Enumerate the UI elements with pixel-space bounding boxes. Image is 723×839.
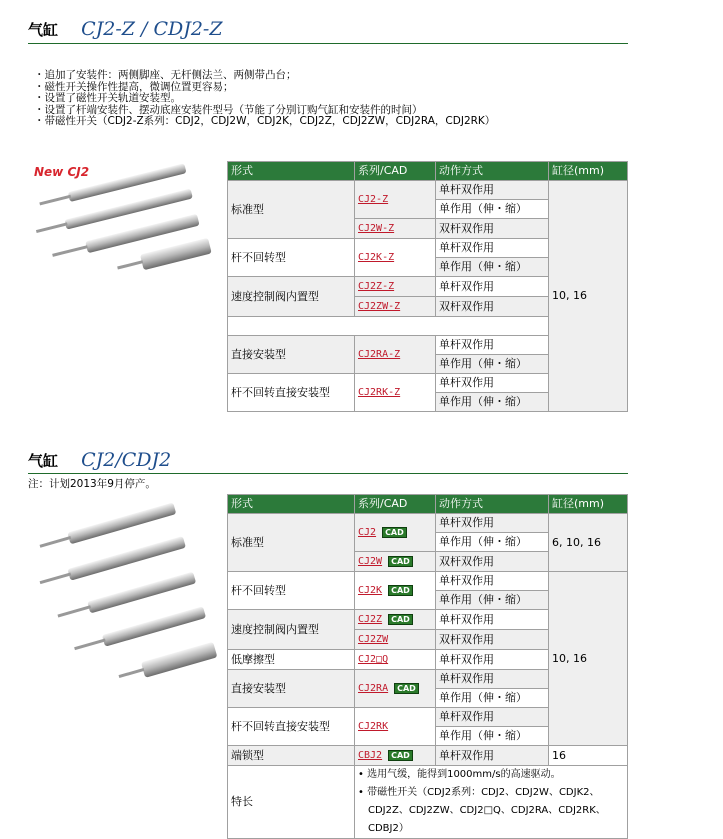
bore-cell: 10, 16	[549, 572, 628, 746]
header-bore: 缸径(mm)	[549, 162, 628, 181]
action-cell: 双杆双作用	[436, 630, 549, 650]
cad-badge[interactable]: CAD	[388, 614, 413, 625]
bore-cell: 10, 16	[549, 181, 628, 412]
type-direct-nonrot: 杆不回转直接安装型	[228, 374, 355, 412]
bullet-item: ・ 磁性开关操作性提高，微调位置更容易；	[34, 82, 495, 94]
section1-bullets	[34, 70, 495, 128]
link-cj2k-z[interactable]: CJ2K-Z	[358, 252, 395, 263]
link-cj2-z[interactable]: CJ2-Z	[358, 194, 389, 205]
action-cell: 单杆双作用	[436, 374, 549, 393]
action-cell: 双杆双作用	[436, 297, 549, 317]
features-cell	[355, 766, 628, 839]
cylinder-photo-2	[28, 500, 218, 700]
action-cell: 双杆双作用	[436, 552, 549, 572]
action-cell: 单杆双作用	[436, 670, 549, 689]
cad-badge[interactable]: CAD	[388, 585, 413, 596]
type-direct: 直接安装型	[228, 336, 355, 374]
link-cj2rk[interactable]: CJ2RK	[358, 721, 389, 732]
cad-badge[interactable]: CAD	[388, 556, 413, 567]
action-cell: 单作用（伸・缩）	[436, 355, 549, 374]
action-cell: 单杆双作用	[436, 708, 549, 727]
action-cell: 双杆双作用	[436, 219, 549, 239]
section1-title-zh: 气缸	[28, 21, 59, 39]
feature-line: • 选用气缓，能得到1000mm/s的高速驱动。	[358, 769, 561, 780]
action-cell: 单作用（伸・缩）	[436, 393, 549, 412]
link-cj2ra-z[interactable]: CJ2RA-Z	[358, 349, 401, 360]
section1-title-model: CJ2-Z / CDJ2-Z	[81, 18, 223, 40]
section2-rule	[28, 473, 628, 474]
action-cell: 单杆双作用	[436, 181, 549, 200]
header-type: 形式	[228, 162, 355, 181]
link-cj2w[interactable]: CJ2W	[358, 556, 383, 567]
header-action: 动作方式	[436, 495, 549, 514]
new-cj2-badge: New CJ2	[34, 165, 90, 179]
section1-title	[28, 18, 223, 46]
cad-badge[interactable]: CAD	[394, 683, 419, 694]
feature-line: • 带磁性开关（CDJ2系列：CDJ2、CDJ2W、CDJK2、	[358, 787, 600, 798]
action-cell: 单杆双作用	[436, 746, 549, 766]
action-cell: 单杆双作用	[436, 514, 549, 533]
type-endlock: 端锁型	[228, 746, 355, 766]
bore-cell: 6, 10, 16	[549, 514, 628, 572]
cylinder-photo-1	[28, 158, 218, 298]
header-action: 动作方式	[436, 162, 549, 181]
cad-badge[interactable]: CAD	[388, 750, 413, 761]
link-cj2z[interactable]: CJ2Z	[358, 614, 383, 625]
type-lowfriction: 低摩擦型	[228, 650, 355, 670]
action-cell: 单作用（伸・缩）	[436, 258, 549, 277]
type-standard: 标准型	[228, 514, 355, 572]
feature-line: CDJ2Z、CDJ2ZW、CDJ2□Q、CDJ2RA、CDJ2RK、	[368, 805, 606, 816]
link-cj2zw-z[interactable]: CJ2ZW-Z	[358, 301, 401, 312]
bore-cell: 16	[549, 746, 628, 766]
section2-title-zh: 气缸	[28, 452, 59, 470]
action-cell: 单杆双作用	[436, 277, 549, 297]
type-speedctrl: 速度控制阀内置型	[228, 610, 355, 650]
type-speedctrl: 速度控制阀内置型	[228, 277, 355, 317]
link-cj2zw[interactable]: CJ2ZW	[358, 634, 389, 645]
link-cj2k[interactable]: CJ2K	[358, 585, 383, 596]
link-cj2w-z[interactable]: CJ2W-Z	[358, 223, 395, 234]
action-cell: 单作用（伸・缩）	[436, 727, 549, 746]
header-series: 系列/CAD	[355, 495, 436, 514]
feature-line: CDBJ2）	[368, 823, 409, 834]
link-cj2z-z[interactable]: CJ2Z-Z	[358, 281, 395, 292]
action-cell: 单杆双作用	[436, 610, 549, 630]
link-cj2[interactable]: CJ2	[358, 527, 377, 538]
link-cj2rk-z[interactable]: CJ2RK-Z	[358, 387, 401, 398]
type-nonrotating: 杆不回转型	[228, 239, 355, 277]
type-direct: 直接安装型	[228, 670, 355, 708]
cad-badge[interactable]: CAD	[382, 527, 407, 538]
type-nonrotating: 杆不回转型	[228, 572, 355, 610]
action-cell: 单作用（伸・缩）	[436, 689, 549, 708]
discontinue-note: 注：计划2013年9月停产。	[28, 478, 156, 490]
header-type: 形式	[228, 495, 355, 514]
link-cbj2[interactable]: CBJ2	[358, 750, 383, 761]
section2-title-model: CJ2/CDJ2	[81, 449, 172, 471]
action-cell: 单杆双作用	[436, 336, 549, 355]
action-cell: 单作用（伸・缩）	[436, 533, 549, 552]
bullet-item: ・ 设置了杆端安装件、摆动底座安装件型号（节能了分别订购气缸和安装件的时间）	[34, 105, 495, 117]
bullet-item: ・ 带磁性开关（CDJ2-Z系列：CDJ2，CDJ2W，CDJ2K，CDJ2Z，CDJ2ZW，CDJ2RA，CDJ2RK）	[34, 116, 495, 128]
action-cell: 单作用（伸・缩）	[436, 200, 549, 219]
type-standard: 标准型	[228, 181, 355, 239]
section1-spec-table	[227, 161, 628, 412]
action-cell: 单作用（伸・缩）	[436, 591, 549, 610]
bullet-item: ・ 设置了磁性开关轨道安装型。	[34, 93, 495, 105]
type-direct-nonrot: 杆不回转直接安装型	[228, 708, 355, 746]
action-cell: 单杆双作用	[436, 239, 549, 258]
link-cj2q[interactable]: CJ2□Q	[358, 654, 389, 665]
header-bore: 缸径(mm)	[549, 495, 628, 514]
empty-row	[228, 317, 549, 336]
action-cell: 单杆双作用	[436, 572, 549, 591]
section2-spec-table	[227, 494, 628, 839]
section1-rule	[28, 43, 628, 44]
action-cell: 单杆双作用	[436, 650, 549, 670]
bullet-item: ・ 追加了安装件：两侧脚座、无杆侧法兰、两侧带凸台；	[34, 70, 495, 82]
link-cj2ra[interactable]: CJ2RA	[358, 683, 389, 694]
type-features: 特长	[228, 766, 355, 839]
header-series: 系列/CAD	[355, 162, 436, 181]
